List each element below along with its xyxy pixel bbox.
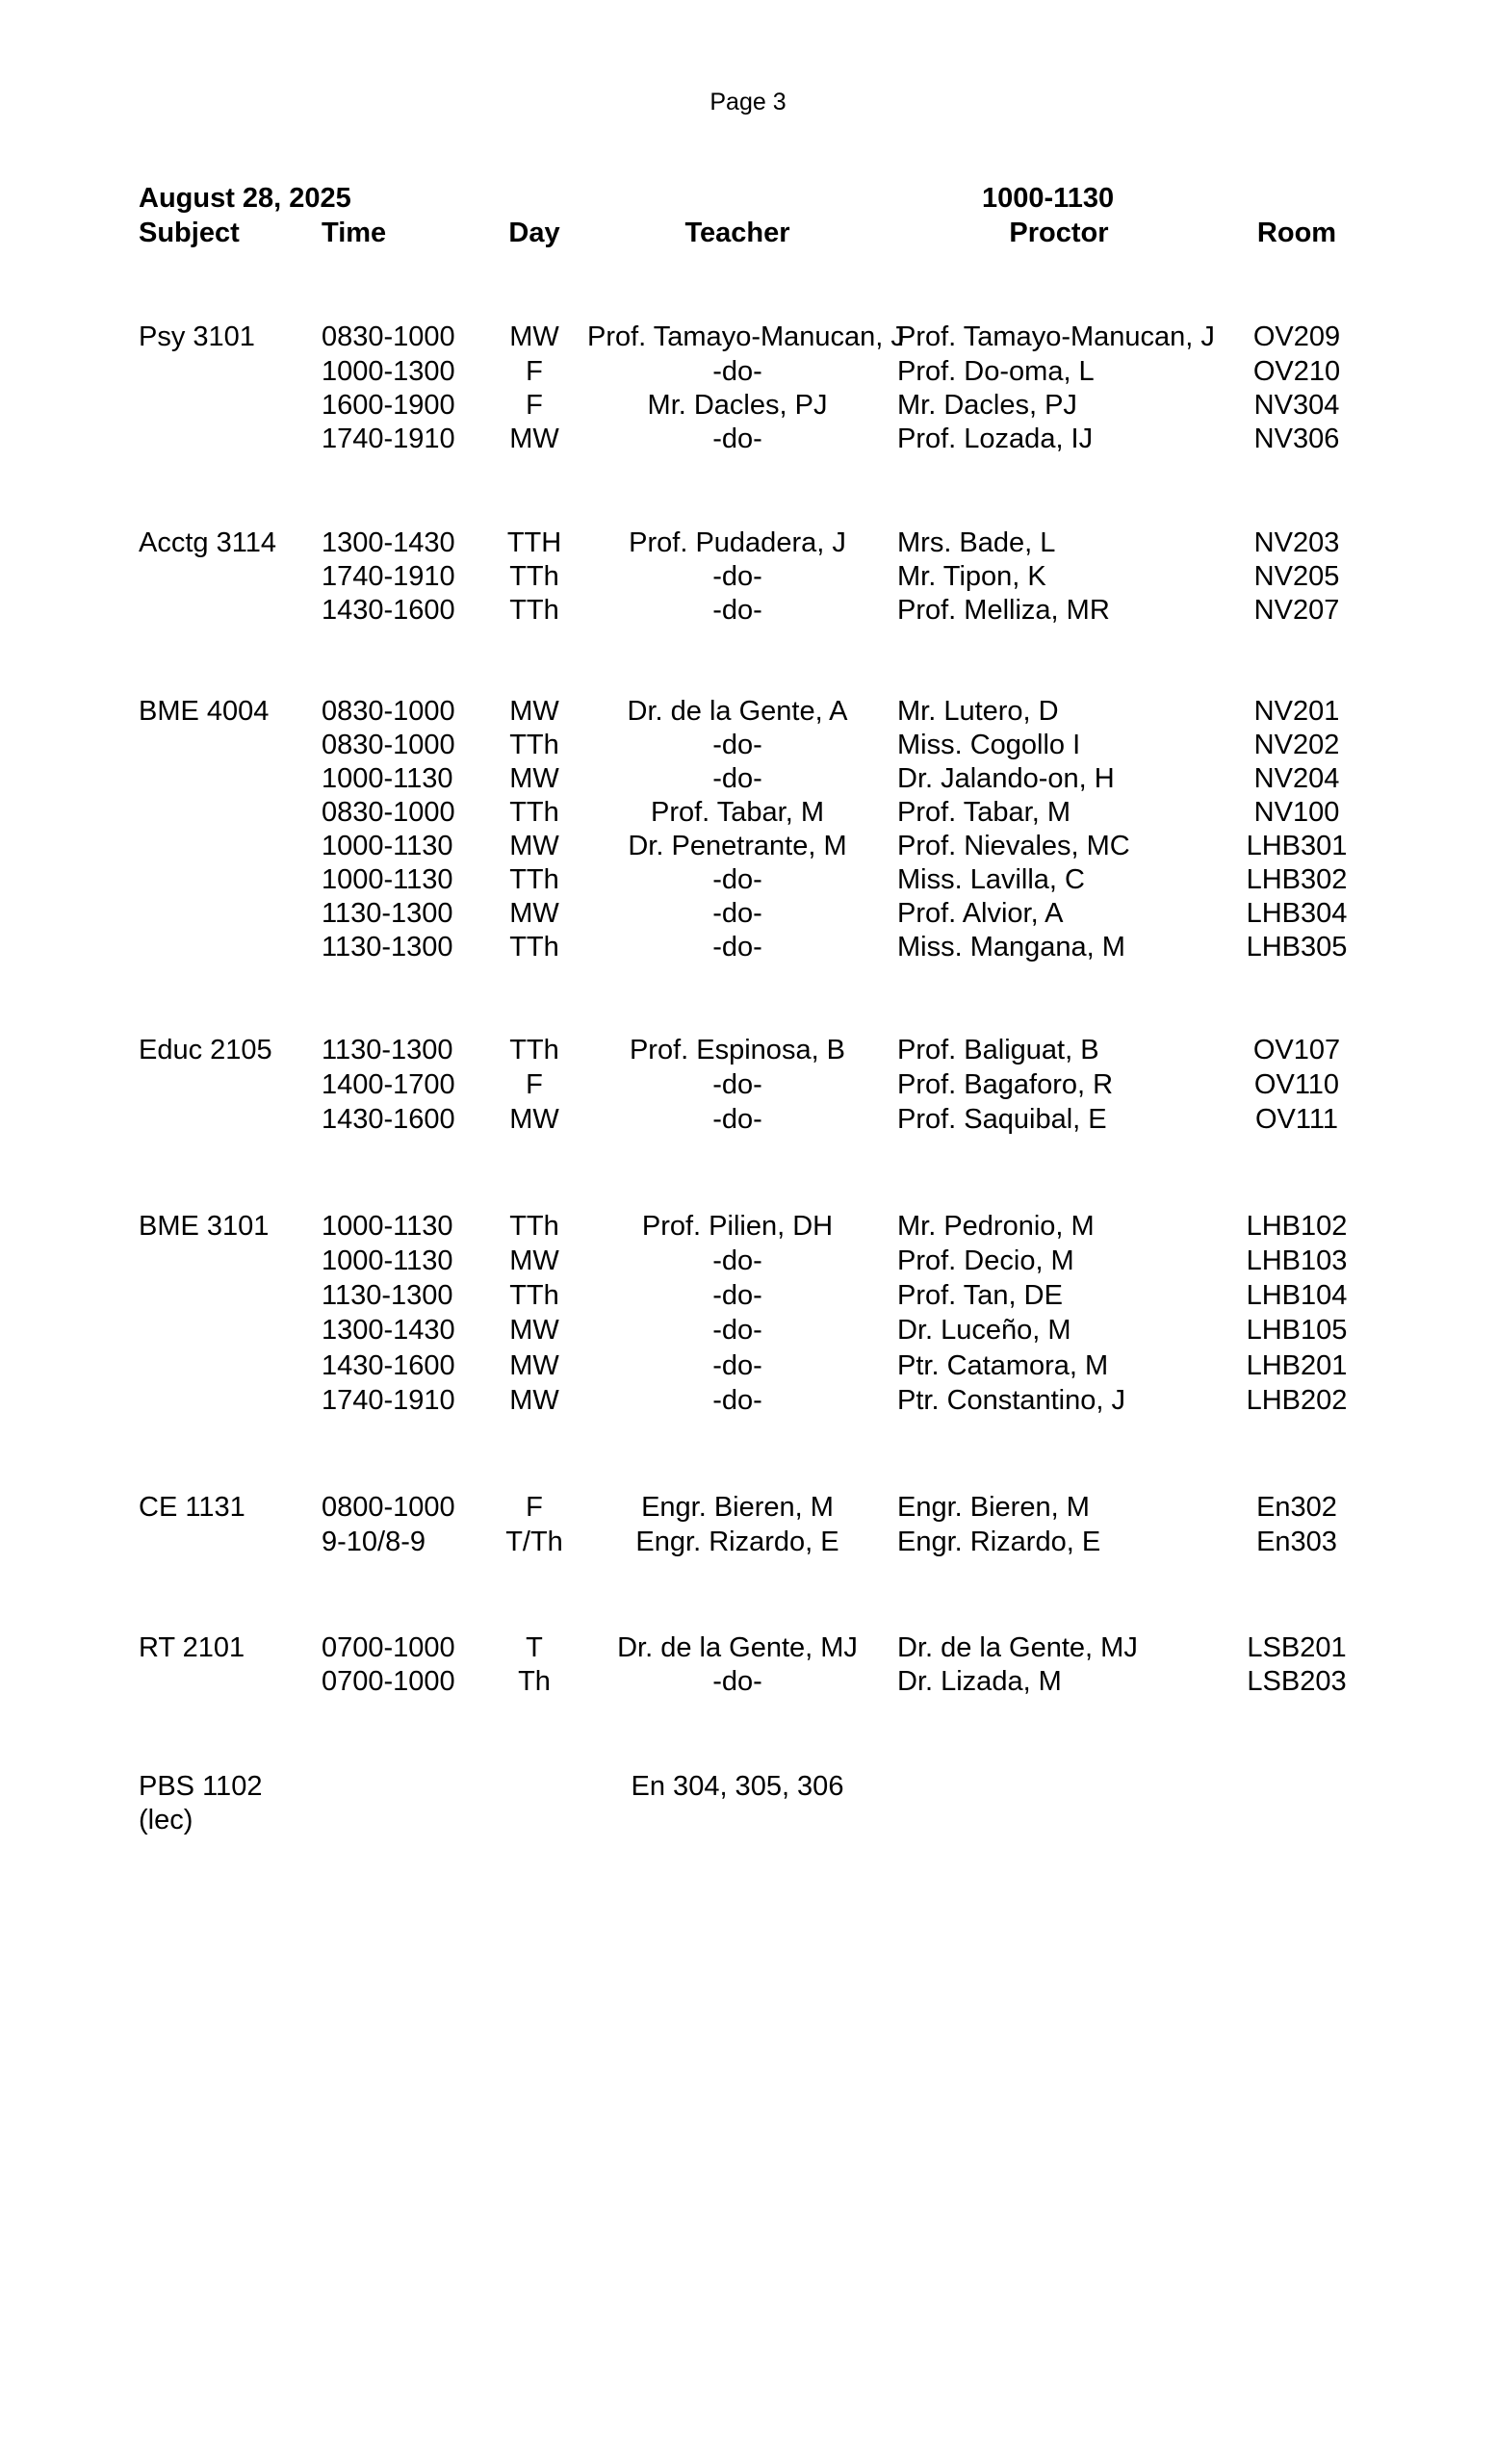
room-cell: NV201 [1253,696,1340,727]
teacher-cell: -do- [712,561,762,592]
time-cell: 1300-1430 [322,1315,455,1346]
time-cell: 1000-1130 [322,1245,453,1276]
teacher-cell: Prof. Tamayo-Manucan, J [587,321,905,352]
room-cell: LHB103 [1246,1245,1348,1276]
time-cell: 1000-1130 [322,763,453,794]
proctor-cell: Mr. Dacles, PJ [897,390,1077,421]
table-row [0,1102,1496,1137]
teacher-cell: -do- [712,763,762,794]
teacher-cell: Prof. Tabar, M [651,797,824,828]
day-cell: TTh [509,1211,559,1242]
proctor-cell: Prof. Lozada, IJ [897,424,1094,454]
proctor-cell: Dr. Luceño, M [897,1315,1071,1346]
room-cell: LHB202 [1246,1385,1348,1416]
room-cell: NV304 [1253,390,1340,421]
day-cell: F [526,356,543,387]
day-cell: T/Th [505,1527,563,1557]
time-cell: 1740-1910 [322,1385,455,1416]
proctor-cell: Prof. Tabar, M [897,797,1070,828]
proctor-cell: Prof. Saquibal, E [897,1104,1107,1135]
table-row [0,1313,1496,1348]
teacher-cell: En 304, 305, 306 [631,1771,844,1802]
teacher-cell: -do- [712,1245,762,1276]
pbs-note-row [0,1803,1496,1837]
room-cell: OV210 [1252,356,1341,387]
time-cell: 0700-1000 [322,1666,455,1697]
time-cell: 1130-1300 [322,932,453,962]
time-cell: 0700-1000 [322,1632,455,1663]
proctor-cell: Miss. Cogollo I [897,730,1081,760]
table-row [0,829,1496,863]
proctor-cell: Ptr. Constantino, J [897,1385,1125,1416]
table-row [0,694,1496,729]
time-cell: 0830-1000 [322,730,455,760]
day-cell: MW [509,1385,559,1416]
table-row [0,1244,1496,1278]
day-cell: TTh [509,595,559,626]
room-cell: LHB201 [1246,1350,1348,1381]
time-cell: 1000-1130 [322,864,453,895]
room-cell: OV110 [1253,1069,1340,1100]
table-row [0,1033,1496,1067]
day-cell: MW [509,831,559,861]
time-cell: 1130-1300 [322,898,453,929]
teacher-cell: Engr. Bieren, M [641,1492,834,1523]
subject-cell: CE 1131 [139,1492,245,1523]
table-row [0,559,1496,594]
exam-date: August 28, 2025 [139,183,351,214]
column-header-time: Time [322,218,387,248]
teacher-cell: -do- [712,595,762,626]
time-cell: 1130-1300 [322,1035,453,1065]
room-cell: OV107 [1252,1035,1341,1065]
subject-cell: BME 3101 [139,1211,270,1242]
room-cell: LSB201 [1247,1632,1347,1663]
day-cell: MW [509,1315,559,1346]
proctor-cell: Mr. Tipon, K [897,561,1046,592]
time-cell: 0800-1000 [322,1492,455,1523]
teacher-cell: Prof. Pilien, DH [641,1211,834,1242]
room-cell: LHB301 [1246,831,1348,861]
day-cell: F [526,1492,543,1523]
proctor-cell: Prof. Tan, DE [897,1280,1063,1311]
teacher-cell: Dr. de la Gente, A [627,696,848,727]
column-header-subject: Subject [139,218,240,248]
column-header-day: Day [508,218,560,248]
proctor-cell: Prof. Do-oma, L [897,356,1095,387]
teacher-cell: Prof. Pudadera, J [629,527,846,558]
subject-cell: PBS 1102 [139,1771,263,1802]
time-cell: 1740-1910 [322,561,455,592]
proctor-cell: Dr. de la Gente, MJ [897,1632,1138,1663]
subject-cell: Acctg 3114 [139,527,276,558]
teacher-cell: -do- [712,1385,762,1416]
proctor-cell: Prof. Baliguat, B [897,1035,1099,1065]
day-cell: TTh [509,730,559,760]
room-cell: NV100 [1253,797,1340,828]
column-header-room: Room [1256,218,1337,248]
proctor-cell: Prof. Nievales, MC [897,831,1130,861]
time-cell: 1130-1300 [322,1280,453,1311]
table-row [0,1278,1496,1313]
teacher-cell: -do- [712,1315,762,1346]
table-row [0,1769,1496,1804]
teacher-cell: Dr. de la Gente, MJ [617,1632,858,1663]
table-row [0,320,1496,354]
room-cell: NV202 [1253,730,1340,760]
teacher-cell: Dr. Penetrante, M [628,831,847,861]
proctor-cell: Miss. Mangana, M [897,932,1125,962]
day-cell: T [526,1632,543,1663]
table-row [0,1067,1496,1102]
table-row [0,862,1496,897]
proctor-cell: Ptr. Catamora, M [897,1350,1109,1381]
teacher-cell: -do- [712,1104,762,1135]
room-cell: NV207 [1253,595,1340,626]
teacher-cell: -do- [712,932,762,962]
day-cell: TTh [509,1280,559,1311]
proctor-cell: Engr. Rizardo, E [897,1527,1101,1557]
room-cell: LHB302 [1246,864,1348,895]
table-row [0,795,1496,830]
subject-cell: RT 2101 [139,1632,245,1663]
teacher-cell: -do- [712,1280,762,1311]
room-cell: OV111 [1255,1104,1338,1135]
day-cell: F [526,1069,543,1100]
table-row [0,1383,1496,1418]
room-cell: NV204 [1253,763,1340,794]
room-cell: LHB305 [1246,932,1348,962]
teacher-cell: -do- [712,730,762,760]
subject-cell: Educ 2105 [139,1035,272,1065]
table-row [0,354,1496,389]
subject-cell: Psy 3101 [139,321,255,352]
time-cell: 9-10/8-9 [322,1527,426,1557]
teacher-cell: -do- [712,356,762,387]
table-row [0,526,1496,560]
time-cell: 0830-1000 [322,696,455,727]
teacher-cell: Mr. Dacles, PJ [647,390,828,421]
teacher-cell: -do- [712,898,762,929]
table-row [0,1525,1496,1559]
teacher-cell: -do- [712,1069,762,1100]
room-cell: LHB102 [1246,1211,1348,1242]
day-cell: MW [509,763,559,794]
day-cell: MW [509,1350,559,1381]
teacher-cell: Prof. Espinosa, B [629,1035,846,1065]
subject-cell: BME 4004 [139,696,270,727]
day-cell: MW [509,1245,559,1276]
proctor-cell: Prof. Bagaforo, R [897,1069,1114,1100]
day-cell: MW [509,424,559,454]
day-cell: TTh [509,932,559,962]
day-cell: TTH [506,527,562,558]
day-cell: F [526,390,543,421]
room-cell: LHB304 [1246,898,1348,929]
day-cell: MW [509,898,559,929]
teacher-cell: Engr. Rizardo, E [635,1527,839,1557]
time-cell: 1000-1300 [322,356,455,387]
teacher-cell: -do- [712,1666,762,1697]
proctor-cell: Mrs. Bade, L [897,527,1056,558]
proctor-cell: Dr. Lizada, M [897,1666,1062,1697]
time-cell: 1600-1900 [322,390,455,421]
column-header-teacher: Teacher [684,218,790,248]
table-row [0,1348,1496,1383]
table-row [0,1630,1496,1665]
day-cell: MW [509,321,559,352]
time-cell: 1000-1130 [322,831,453,861]
column-header-proctor: Proctor [1009,218,1109,248]
exam-time-slot: 1000-1130 [982,183,1115,214]
table-row [0,930,1496,964]
day-cell: Th [518,1666,551,1697]
room-cell: En302 [1256,1492,1337,1523]
day-cell: TTh [509,797,559,828]
table-row [0,422,1496,456]
room-cell: LHB104 [1246,1280,1348,1311]
table-row [0,761,1496,796]
time-cell: 1740-1910 [322,424,455,454]
room-cell: LSB203 [1247,1666,1347,1697]
room-cell: NV203 [1253,527,1340,558]
proctor-cell: Prof. Tamayo-Manucan, J [897,321,1215,352]
proctor-cell: Mr. Lutero, D [897,696,1059,727]
time-cell: 1000-1130 [322,1211,453,1242]
proctor-cell: Prof. Decio, M [897,1245,1074,1276]
table-row [0,896,1496,931]
time-cell: 1430-1600 [322,1350,455,1381]
time-cell: 0830-1000 [322,321,455,352]
time-cell: 1430-1600 [322,1104,455,1135]
proctor-cell: Prof. Alvior, A [897,898,1064,929]
proctor-cell: Engr. Bieren, M [897,1492,1090,1523]
room-cell: OV209 [1252,321,1341,352]
day-cell: MW [509,1104,559,1135]
proctor-cell: Prof. Melliza, MR [897,595,1110,626]
table-row [0,593,1496,628]
proctor-cell: Miss. Lavilla, C [897,864,1085,895]
time-cell: 1400-1700 [322,1069,455,1100]
room-cell: En303 [1256,1527,1337,1557]
time-cell: 1300-1430 [322,527,455,558]
time-cell: 0830-1000 [322,797,455,828]
pbs-lec-note: (lec) [139,1805,193,1835]
room-cell: NV205 [1253,561,1340,592]
table-row [0,728,1496,762]
table-row [0,388,1496,423]
table-row [0,1664,1496,1699]
teacher-cell: -do- [712,424,762,454]
page-number: Page 3 [709,89,787,116]
teacher-cell: -do- [712,1350,762,1381]
time-cell: 1430-1600 [322,595,455,626]
teacher-cell: -do- [712,864,762,895]
day-cell: TTh [509,864,559,895]
day-cell: MW [509,696,559,727]
proctor-cell: Mr. Pedronio, M [897,1211,1095,1242]
room-cell: NV306 [1253,424,1340,454]
table-row [0,1209,1496,1244]
room-cell: LHB105 [1246,1315,1348,1346]
table-row [0,1490,1496,1525]
day-cell: TTh [509,561,559,592]
day-cell: TTh [509,1035,559,1065]
proctor-cell: Dr. Jalando-on, H [897,763,1115,794]
